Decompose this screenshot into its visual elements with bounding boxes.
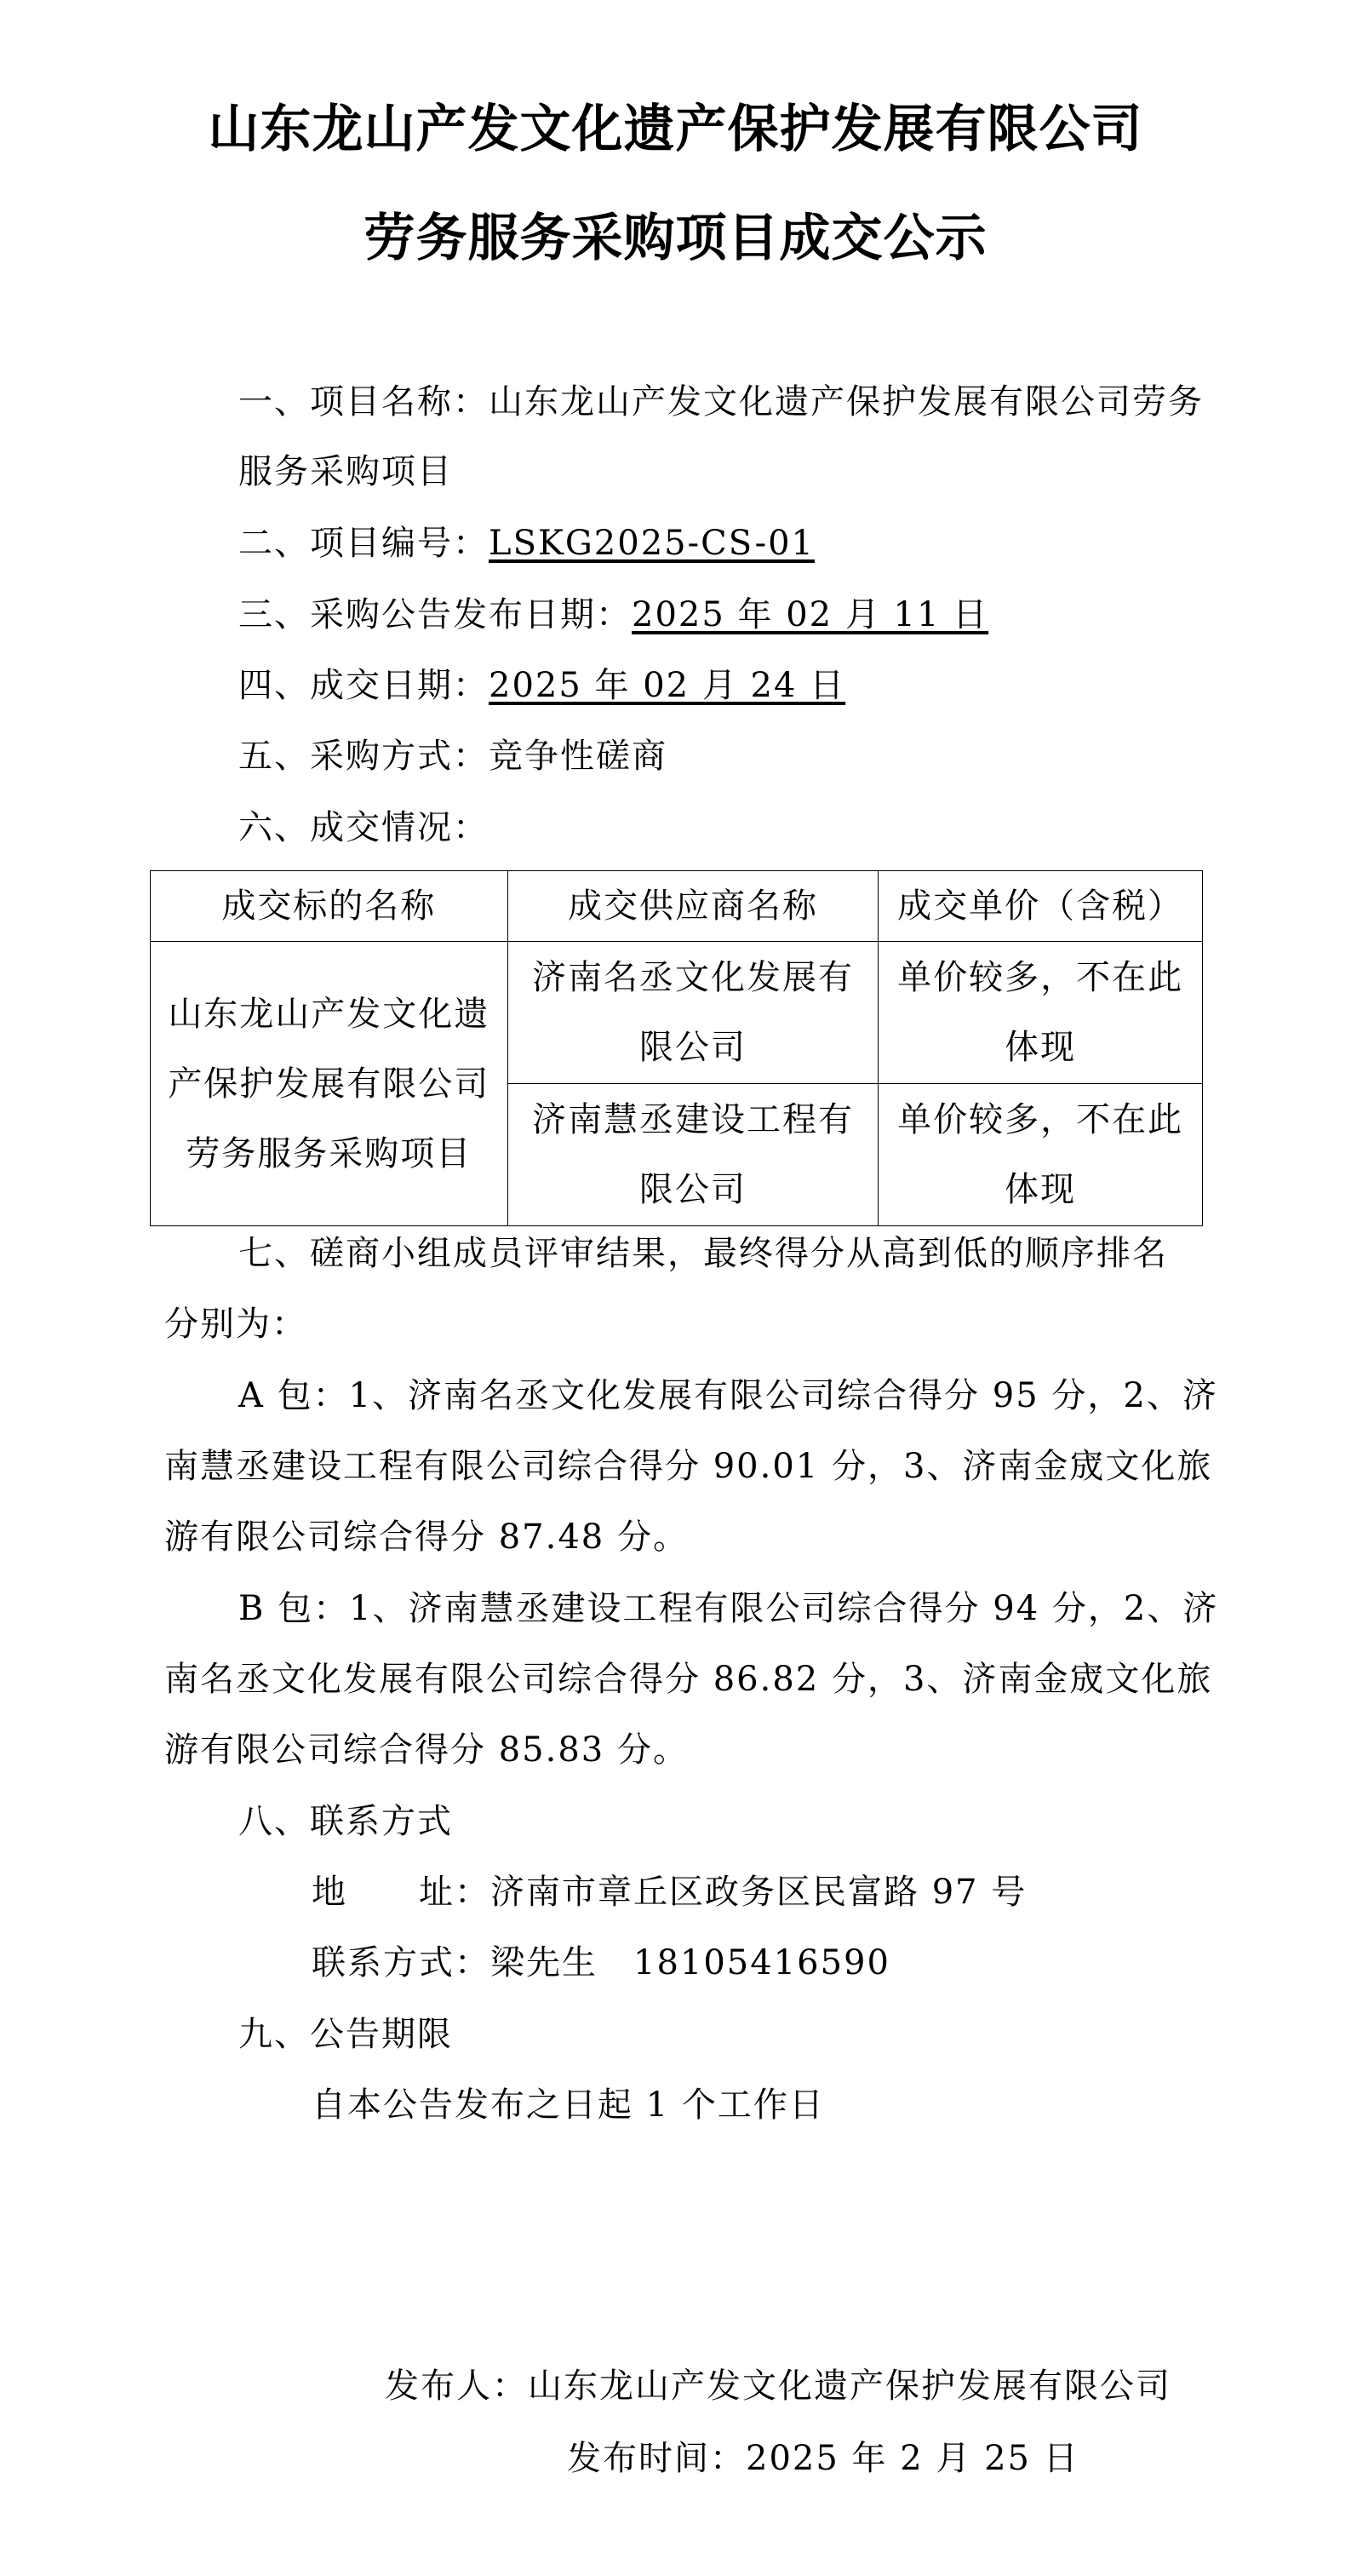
package-b-line: B 包：1、济南慧丞建设工程有限公司综合得分 94 分，2、济 <box>238 1589 1219 1628</box>
footer-publisher: 发布人：山东龙山产发文化遗产保护发展有限公司 <box>385 2367 1171 2406</box>
deal-table-price-line: 单价较多，不在此 <box>897 1100 1184 1139</box>
package-a-line: A 包：1、济南名丞文化发展有限公司综合得分 95 分，2、济 <box>238 1376 1218 1415</box>
deal-table <box>150 870 1203 1226</box>
item-deal-date-value: 2025 年 02 月 24 日 <box>489 666 846 705</box>
deal-table-header-supplier: 成交供应商名称 <box>507 871 879 942</box>
item-publish-date-label: 三、采购公告发布日期： <box>238 595 632 634</box>
item-project-code <box>238 516 815 565</box>
item-publish-date <box>238 588 988 636</box>
item-situation: 六、成交情况： <box>238 808 489 847</box>
document-title-line-1: 山东龙山产发文化遗产保护发展有限公司 <box>208 100 1143 159</box>
item-publish-date-value: 2025 年 02 月 11 日 <box>632 595 989 634</box>
deal-table-header-row <box>151 871 1203 942</box>
package-a-line: 游有限公司综合得分 87.48 分。 <box>164 1517 689 1557</box>
deal-table-subject-cell <box>151 942 508 1226</box>
item-method-value: 竞争性磋商 <box>489 737 667 776</box>
item-project-name <box>238 375 1204 423</box>
item-project-name-label: 一、项目名称： <box>238 382 489 422</box>
review-heading-cont: 分别为： <box>164 1305 307 1344</box>
item-deal-date-label: 四、成交日期： <box>238 666 489 705</box>
item-project-code-value: LSKG2025-CS-01 <box>489 524 815 563</box>
item-project-code-label: 二、项目编号： <box>238 524 489 563</box>
item-project-name-value: 山东龙山产发文化遗产保护发展有限公司劳务 <box>489 382 1204 422</box>
deal-table-subject-line: 劳务服务采购项目 <box>186 1133 472 1173</box>
item-method-label: 五、采购方式： <box>238 737 489 776</box>
deal-table-price-cell <box>879 1084 1203 1226</box>
deal-table-subject-line: 产保护发展有限公司 <box>168 1064 490 1104</box>
deal-table-supplier-cell <box>507 1084 879 1226</box>
contact-phone: 联系方式：梁先生 18105416590 <box>312 1943 890 1982</box>
deal-table-price-line: 单价较多，不在此 <box>897 958 1184 997</box>
contact-heading: 八、联系方式 <box>238 1802 453 1841</box>
deal-table-supplier-line: 限公司 <box>638 1170 747 1209</box>
deal-table-supplier-line: 济南慧丞建设工程有 <box>531 1100 854 1139</box>
package-b-line: 游有限公司综合得分 85.83 分。 <box>164 1730 689 1770</box>
contact-address: 地 址：济南市章丘区政务区民富路 97 号 <box>312 1873 1028 1912</box>
item-deal-date <box>238 658 845 707</box>
table-row <box>151 942 1203 1084</box>
package-a-line: 南慧丞建设工程有限公司综合得分 90.01 分，3、济南金宬文化旅 <box>164 1447 1213 1486</box>
deal-table-price-cell <box>879 942 1203 1084</box>
deal-table-price-line: 体现 <box>1005 1170 1077 1209</box>
item-method <box>238 729 667 777</box>
document-title-line-2: 劳务服务采购项目成交公示 <box>364 209 987 268</box>
review-heading: 七、磋商小组成员评审结果，最终得分从高到低的顺序排名 <box>238 1234 1168 1273</box>
deal-table-header-subject: 成交标的名称 <box>151 871 508 942</box>
deal-table-subject-line: 山东龙山产发文化遗 <box>168 994 490 1034</box>
item-project-name-cont: 服务采购项目 <box>238 452 453 491</box>
deal-table-price-line: 体现 <box>1005 1028 1077 1067</box>
period-text: 自本公告发布之日起 1 个工作日 <box>312 2085 825 2125</box>
footer-time: 发布时间：2025 年 2 月 25 日 <box>567 2439 1079 2478</box>
deal-table-header-price: 成交单价（含税） <box>879 871 1203 942</box>
deal-table-supplier-line: 济南名丞文化发展有 <box>531 958 854 997</box>
deal-table-supplier-cell <box>507 942 879 1084</box>
package-b-line: 南名丞文化发展有限公司综合得分 86.82 分，3、济南金宬文化旅 <box>164 1660 1213 1699</box>
period-heading: 九、公告期限 <box>238 2015 453 2054</box>
deal-table-supplier-line: 限公司 <box>638 1028 747 1067</box>
